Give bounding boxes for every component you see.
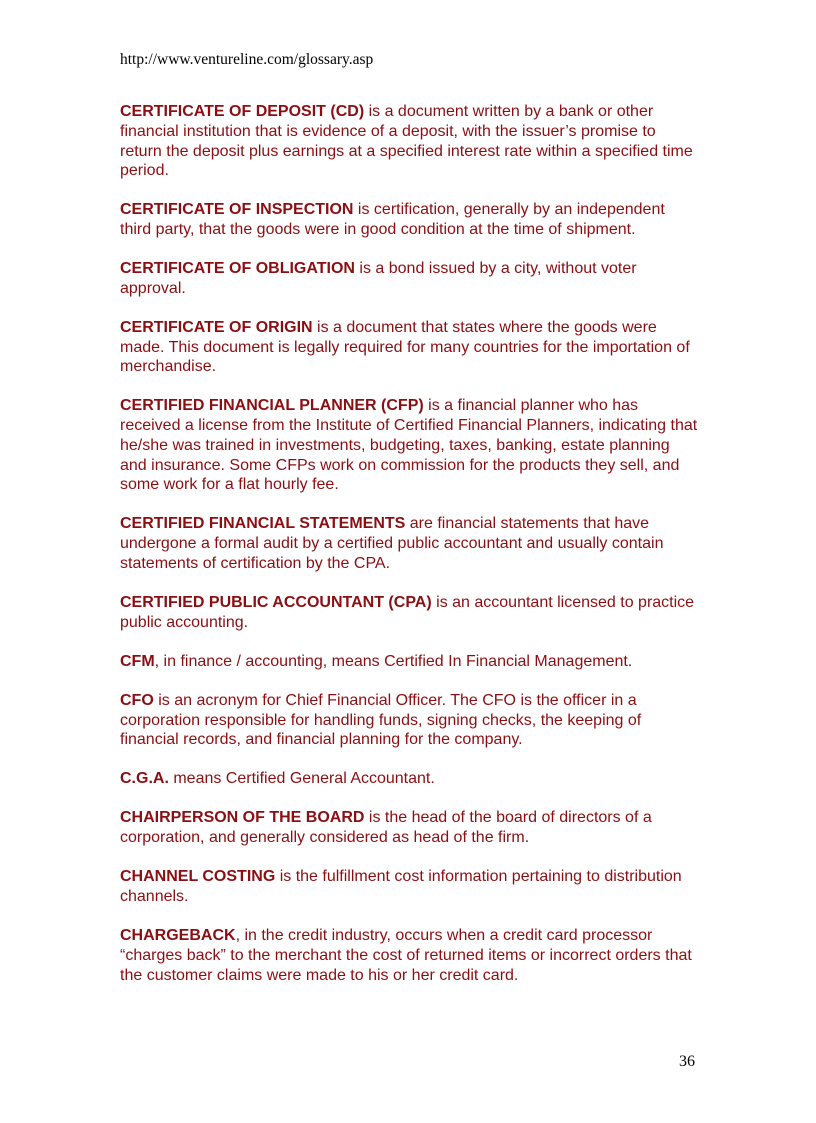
source-url: http://www.ventureline.com/glossary.asp — [120, 51, 374, 68]
glossary-term: CERTIFIED FINANCIAL PLANNER (CFP) — [120, 397, 424, 415]
glossary-term: CFM — [120, 652, 155, 670]
glossary-definition: is a document that states where the goods were made. This document is legally required for many countries for the importation of merchandise. — [120, 318, 690, 376]
glossary-term: CERTIFIED PUBLIC ACCOUNTANT (CPA) — [120, 594, 432, 612]
glossary-entry — [120, 514, 700, 573]
glossary-definition: , in finance / accounting, means Certified In Financial Management. — [154, 652, 633, 670]
glossary-definition: is an acronym for Chief Financial Officer. The CFO is the officer in a corporation responsible for handling funds, signing checks, the keeping of financial records, and financial planning for the company. — [120, 691, 642, 749]
glossary-term: C.G.A. — [120, 770, 169, 788]
glossary-definition: is a bond issued by a city, without voter approval. — [120, 260, 637, 297]
glossary-term: CHAIRPERSON OF THE BOARD — [120, 809, 365, 827]
glossary-entry — [120, 396, 700, 495]
page-number: 36 — [679, 1053, 695, 1070]
glossary-term: CERTIFICATE OF OBLIGATION — [120, 260, 355, 278]
glossary-definition: means Certified General Accountant. — [168, 770, 435, 788]
glossary-entry — [120, 808, 700, 848]
glossary-definition: , in the credit industry, occurs when a credit card processor “charges back” to the merchant the cost of returned items or incorrect orders that the customer claims were made to his or her credit card. — [120, 927, 692, 984]
glossary-definition: is a financial planner who has received a license from the Institute of Certified Financial Planners, indicating that he/she was trained in investments, budgeting, taxes, banking, estate planning and insurance. Some CFPs work on commission for the products they sell, and some work for a flat hourly fee. — [120, 397, 698, 494]
glossary-term: CERTIFIED FINANCIAL STATEMENTS — [120, 515, 406, 533]
glossary-definition: is an accountant licensed to practice public accounting. — [120, 594, 695, 631]
glossary-entry — [120, 593, 700, 633]
glossary-term: CERTIFICATE OF ORIGIN — [120, 318, 313, 336]
glossary-entry — [120, 200, 700, 240]
glossary-entry — [120, 318, 700, 377]
glossary-term: CHANNEL COSTING — [120, 868, 276, 886]
glossary-definition: is a document written by a bank or other financial institution that is evidence of a deposit, with the issuer’s promise to return the deposit plus earnings at a specified interest rate within a specified time period. — [120, 103, 693, 180]
glossary-term: CERTIFICATE OF INSPECTION — [120, 201, 354, 219]
glossary-entry — [120, 259, 700, 299]
glossary-entry — [120, 652, 700, 672]
glossary-definition: is certification, generally by an independent third party, that the goods were in good condition at the time of shipment. — [120, 201, 665, 239]
glossary-entry — [120, 102, 700, 181]
glossary-definition: is the fulfillment cost information pertaining to distribution channels. — [120, 868, 682, 906]
glossary-definition: are financial statements that have undergone a formal audit by a certified public accountant and usually contain statements of certification by the CPA. — [120, 515, 664, 572]
glossary-term: CFO — [120, 691, 154, 709]
glossary-entry — [120, 691, 700, 750]
glossary-entry — [120, 769, 700, 789]
glossary-term: CERTIFICATE OF DEPOSIT (CD) — [120, 103, 365, 120]
glossary-entry — [120, 926, 700, 985]
glossary-definition: is the head of the board of directors of a corporation, and generally considered as head of the firm. — [120, 809, 652, 847]
glossary-entries — [120, 102, 700, 1005]
glossary-term: CHARGEBACK — [120, 927, 236, 945]
glossary-entry — [120, 867, 700, 907]
